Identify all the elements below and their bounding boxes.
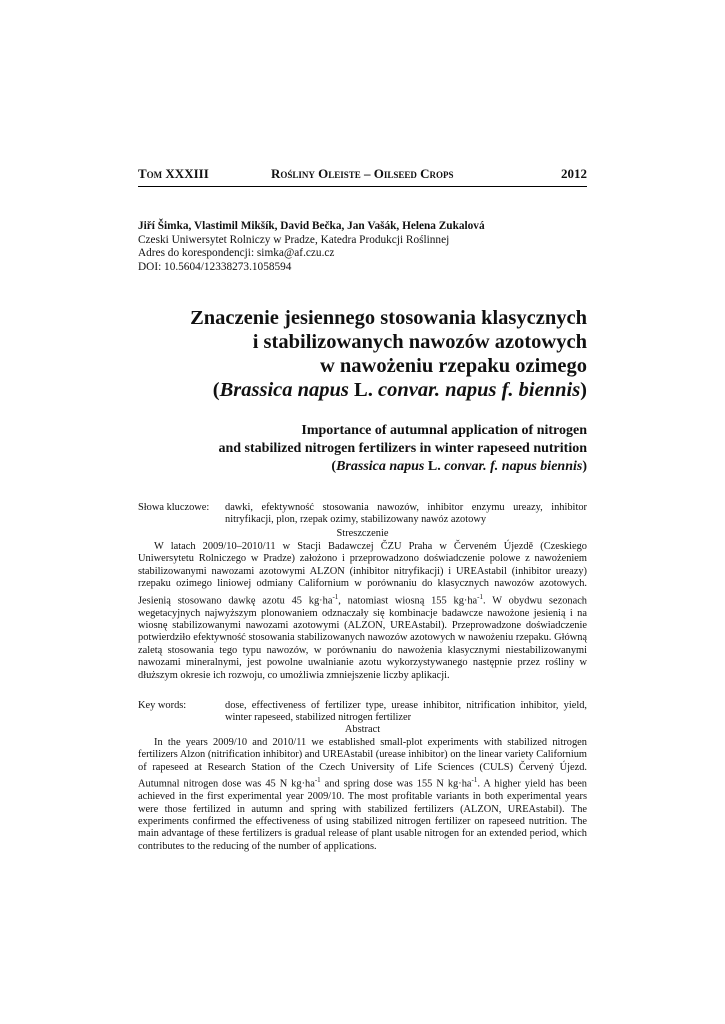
journal-name: Rośliny Oleiste – Oilseed Crops bbox=[271, 166, 454, 181]
abstract-en-heading: Abstract bbox=[344, 724, 381, 735]
title-polish bbox=[138, 306, 587, 402]
keywords-pl-label: Słowa kluczowe: bbox=[138, 502, 210, 513]
title-pl-line4: (Brassica napus L. convar. napus f. biennis) bbox=[212, 379, 587, 401]
keywords-en-label: Key words: bbox=[138, 700, 187, 711]
keywords-pl-text: dawki, efektywność stosowania nawozów, inhibitor enzymu ureazy, inhibitor nitryfikacji, plon, rzepak ozimy, stabilizowany nawóz azotowy bbox=[225, 502, 587, 526]
affiliation: Czeski Uniwersytet Rolniczy w Pradze, Katedra Produkcji Roślinnej bbox=[138, 233, 450, 246]
year-label: 2012 bbox=[561, 166, 587, 181]
abstract-pl-heading: Streszczenie bbox=[336, 528, 389, 539]
keywords-english bbox=[138, 700, 587, 725]
keywords-polish bbox=[138, 502, 587, 527]
title-en-line3: (Brassica napus L. convar. f. napus biennis) bbox=[331, 459, 587, 474]
keywords-en-text: dose, effectiveness of fertilizer type, urease inhibitor, nitrification inhibitor, yield, winter rapeseed, stabilized nitrogen fertilizer bbox=[225, 700, 587, 724]
title-pl-line3: w nawożeniu rzepaku ozimego bbox=[319, 355, 587, 377]
title-pl-line1: Znaczenie jesiennego stosowania klasycznych bbox=[190, 307, 587, 329]
title-en-line2: and stabilized nitrogen fertilizers in winter rapeseed nutrition bbox=[218, 441, 587, 456]
title-english bbox=[138, 422, 587, 476]
title-pl-line2: i stabilizowanych nawozów azotowych bbox=[252, 331, 587, 353]
author-names: Jiří Šimka, Vlastimil Mikšík, David Bečka, Jan Vašák, Helena Zukalová bbox=[138, 220, 485, 232]
doi[interactable]: DOI: 10.5604/12338273.1058594 bbox=[138, 260, 292, 273]
running-header bbox=[138, 166, 587, 187]
correspondence-email[interactable]: Adres do korespondencji: simka@af.czu.cz bbox=[138, 247, 335, 259]
abstract-pl-body: W latach 2009/10–2010/11 w Stacji Badawczej ČZU Praha w Červeném Újezdě (Czeskiego Uniwersytetu Rolniczego w Pradze) założono i przeprowadzono doświadczenie polowe z nawożeniem stabilizowanymi nawozami azotowymi ALZON (inhibitor nitryfikacji) i UREAstabil (inhibitor ureazy) rzepaku ozimego liniowej odmiany Californium w porównaniu do klasycznych nawozów azotowych. Jesienią stosowano dawkę azotu 45 $kg\cdot ha^{-1}$, natomiast wiosną 155 $kg\cdot ha^{-1}$. W obydwu sezonach wegetacyjnych najwyższym plonowaniem odznaczały się kombinacje badawcze nawożone jesienią i na wiosnę stabilizowanymi nawozami azotowymi (ALZON, UREAstabil). Przeprowadzone doświadczenie potwierdziło efektywność stosowania stabilizowanych nawozów azotowych w nawożeniu rzepaku. Główną zaletą stosowania tego typu nawozów, w porównaniu do nawożenia klasycznymi niestabilizowanymi nawozami mineralnymi, jest powolne uwalnianie azotu wykorzystywanego następnie przez rośliny w dłuższym okresie ich rozwoju, co umożliwia zmniejszenie liczby aplikacji. bbox=[138, 541, 588, 681]
author-block bbox=[138, 220, 485, 274]
volume-label: Tom XXXIII bbox=[138, 166, 209, 181]
abstract-en-body: In the years 2009/10 and 2010/11 we established small-plot experiments with stabilized nitrogen fertilizers Alzon (nitrification inhibitor) and UREAstabil (urease inhibitor) on the linear variety Californium of rapeseed at Research Station of the Czech University of Life Sciences (CULS) Červený Újezd. Autumnal nitrogen dose was 45 N $kg\cdot ha^{-1}$ and spring dose was 155 N $kg\cdot ha^{-1}$. A higher yield has been achieved in the first experimental year 2009/10. The most profitable variants in both experimental years were those fertilized in autumn and spring with stabilized fertilizers (ALZON, UREAstabil). The experiments confirmed the effectiveness of using stabilized nitrogen fertilizer on rapeseed nutrition. The main advantage of these fertilizers is gradual release of plant usable nitrogen for an extended period, which contributes to the reducing of the number of applications. bbox=[138, 737, 587, 852]
title-en-line1: Importance of autumnal application of nitrogen bbox=[301, 423, 587, 438]
